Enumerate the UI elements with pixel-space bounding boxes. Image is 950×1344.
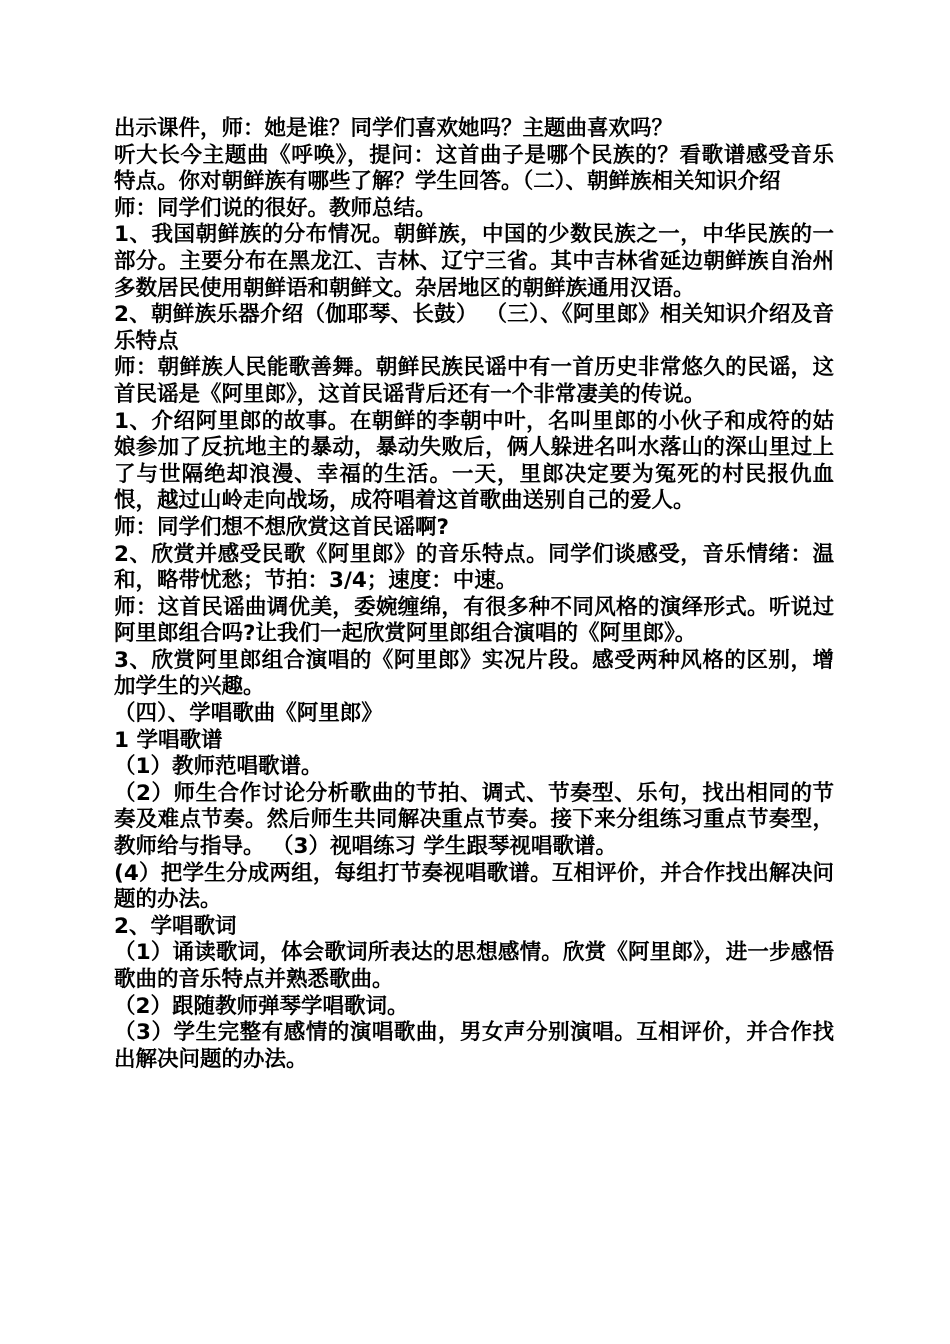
paragraph-6: 师：朝鲜族人民能歌善舞。朝鲜民族民谣中有一首历史非常悠久的民谣，这首民谣是《阿里郎》，这首民谣背后还有一个非常凄美的传说。 bbox=[114, 355, 834, 407]
paragraph-15: （2）师生合作讨论分析歌曲的节拍、调式、节奏型、乐句，找出相同的节奏及难点节奏。然后师生共同解决重点节奏。接下来分组练习重点节奏型，教师给与指导。 （3）视唱练习 学生跟琴视唱歌谱。 bbox=[114, 780, 834, 860]
paragraph-5: 2、朝鲜族乐器介绍（伽耶琴、长鼓） （三）、《阿里郎》相关知识介绍及音乐特点 bbox=[114, 302, 834, 354]
paragraph-13: 1 学唱歌谱 bbox=[114, 727, 223, 753]
paragraph-10: 师：这首民谣曲调优美，委婉缠绵，有很多种不同风格的演绎形式。听说过阿里郎组合吗?让我们一起欣赏阿里郎组合演唱的《阿里郎》。 bbox=[114, 594, 834, 647]
paragraph-20: （3）学生完整有感情的演唱歌曲，男女声分别演唱。互相评价，并合作找出解决问题的办法。 bbox=[114, 1020, 834, 1072]
paragraph-9: 2、欣赏并感受民歌《阿里郎》的音乐特点。同学们谈感受，音乐情绪：温和，略带忧愁；节拍：3/4；速度：中速。 bbox=[114, 541, 834, 594]
paragraph-17: 2、学唱歌词 bbox=[114, 913, 237, 939]
paragraph-16: (4）把学生分成两组，每组打节奏视唱歌谱。互相评价，并合作找出解决问题的办法。 bbox=[114, 860, 834, 913]
paragraph-8: 师：同学们想不想欣赏这首民谣啊? bbox=[114, 514, 449, 540]
paragraph-2: 听大长今主题曲《呼唤》，提问：这首曲子是哪个民族的？看歌谱感受音乐特点。你对朝鲜族有哪些了解？学生回答。（二）、朝鲜族相关知识介绍 bbox=[114, 142, 834, 195]
paragraph-4: 1、我国朝鲜族的分布情况。朝鲜族，中国的少数民族之一，中华民族的一部分。主要分布在黑龙江、吉林、辽宁三省。其中吉林省延边朝鲜族自治州多数居民使用朝鲜语和朝鲜文。杂居地区的朝鲜族通用汉语。 bbox=[114, 222, 834, 301]
paragraph-12: （四）、学唱歌曲《阿里郎》 bbox=[114, 701, 383, 727]
paragraph-3: 师：同学们说的很好。教师总结。 bbox=[114, 195, 437, 221]
paragraph-18: （1）诵读歌词，体会歌词所表达的思想感情。欣赏《阿里郎》，进一步感悟歌曲的音乐特点并熟悉歌曲。 bbox=[114, 940, 834, 992]
paragraph-7: 1、介绍阿里郎的故事。在朝鲜的李朝中叶，名叫里郎的小伙子和成符的姑娘参加了反抗地主的暴动，暴动失败后，俩人躲进名叫水落山的深山里过上了与世隔绝却浪漫、幸福的生活。一天，里郎决定要为冤死的村民报仇血恨，越过山岭走向战场，成符唱着这首歌曲送别自己的爱人。 bbox=[114, 408, 834, 514]
paragraph-14: （1）教师范唱歌谱。 bbox=[114, 754, 323, 780]
document-body bbox=[114, 116, 834, 1073]
paragraph-11: 3、欣赏阿里郎组合演唱的《阿里郎》实况片段。感受两种风格的区别，增加学生的兴趣。 bbox=[114, 647, 834, 700]
paragraph-1: 出示课件，师：她是谁？同学们喜欢她吗？主题曲喜欢吗？ bbox=[114, 116, 674, 141]
paragraph-19: （2）跟随教师弹琴学唱歌词。 bbox=[114, 993, 409, 1019]
